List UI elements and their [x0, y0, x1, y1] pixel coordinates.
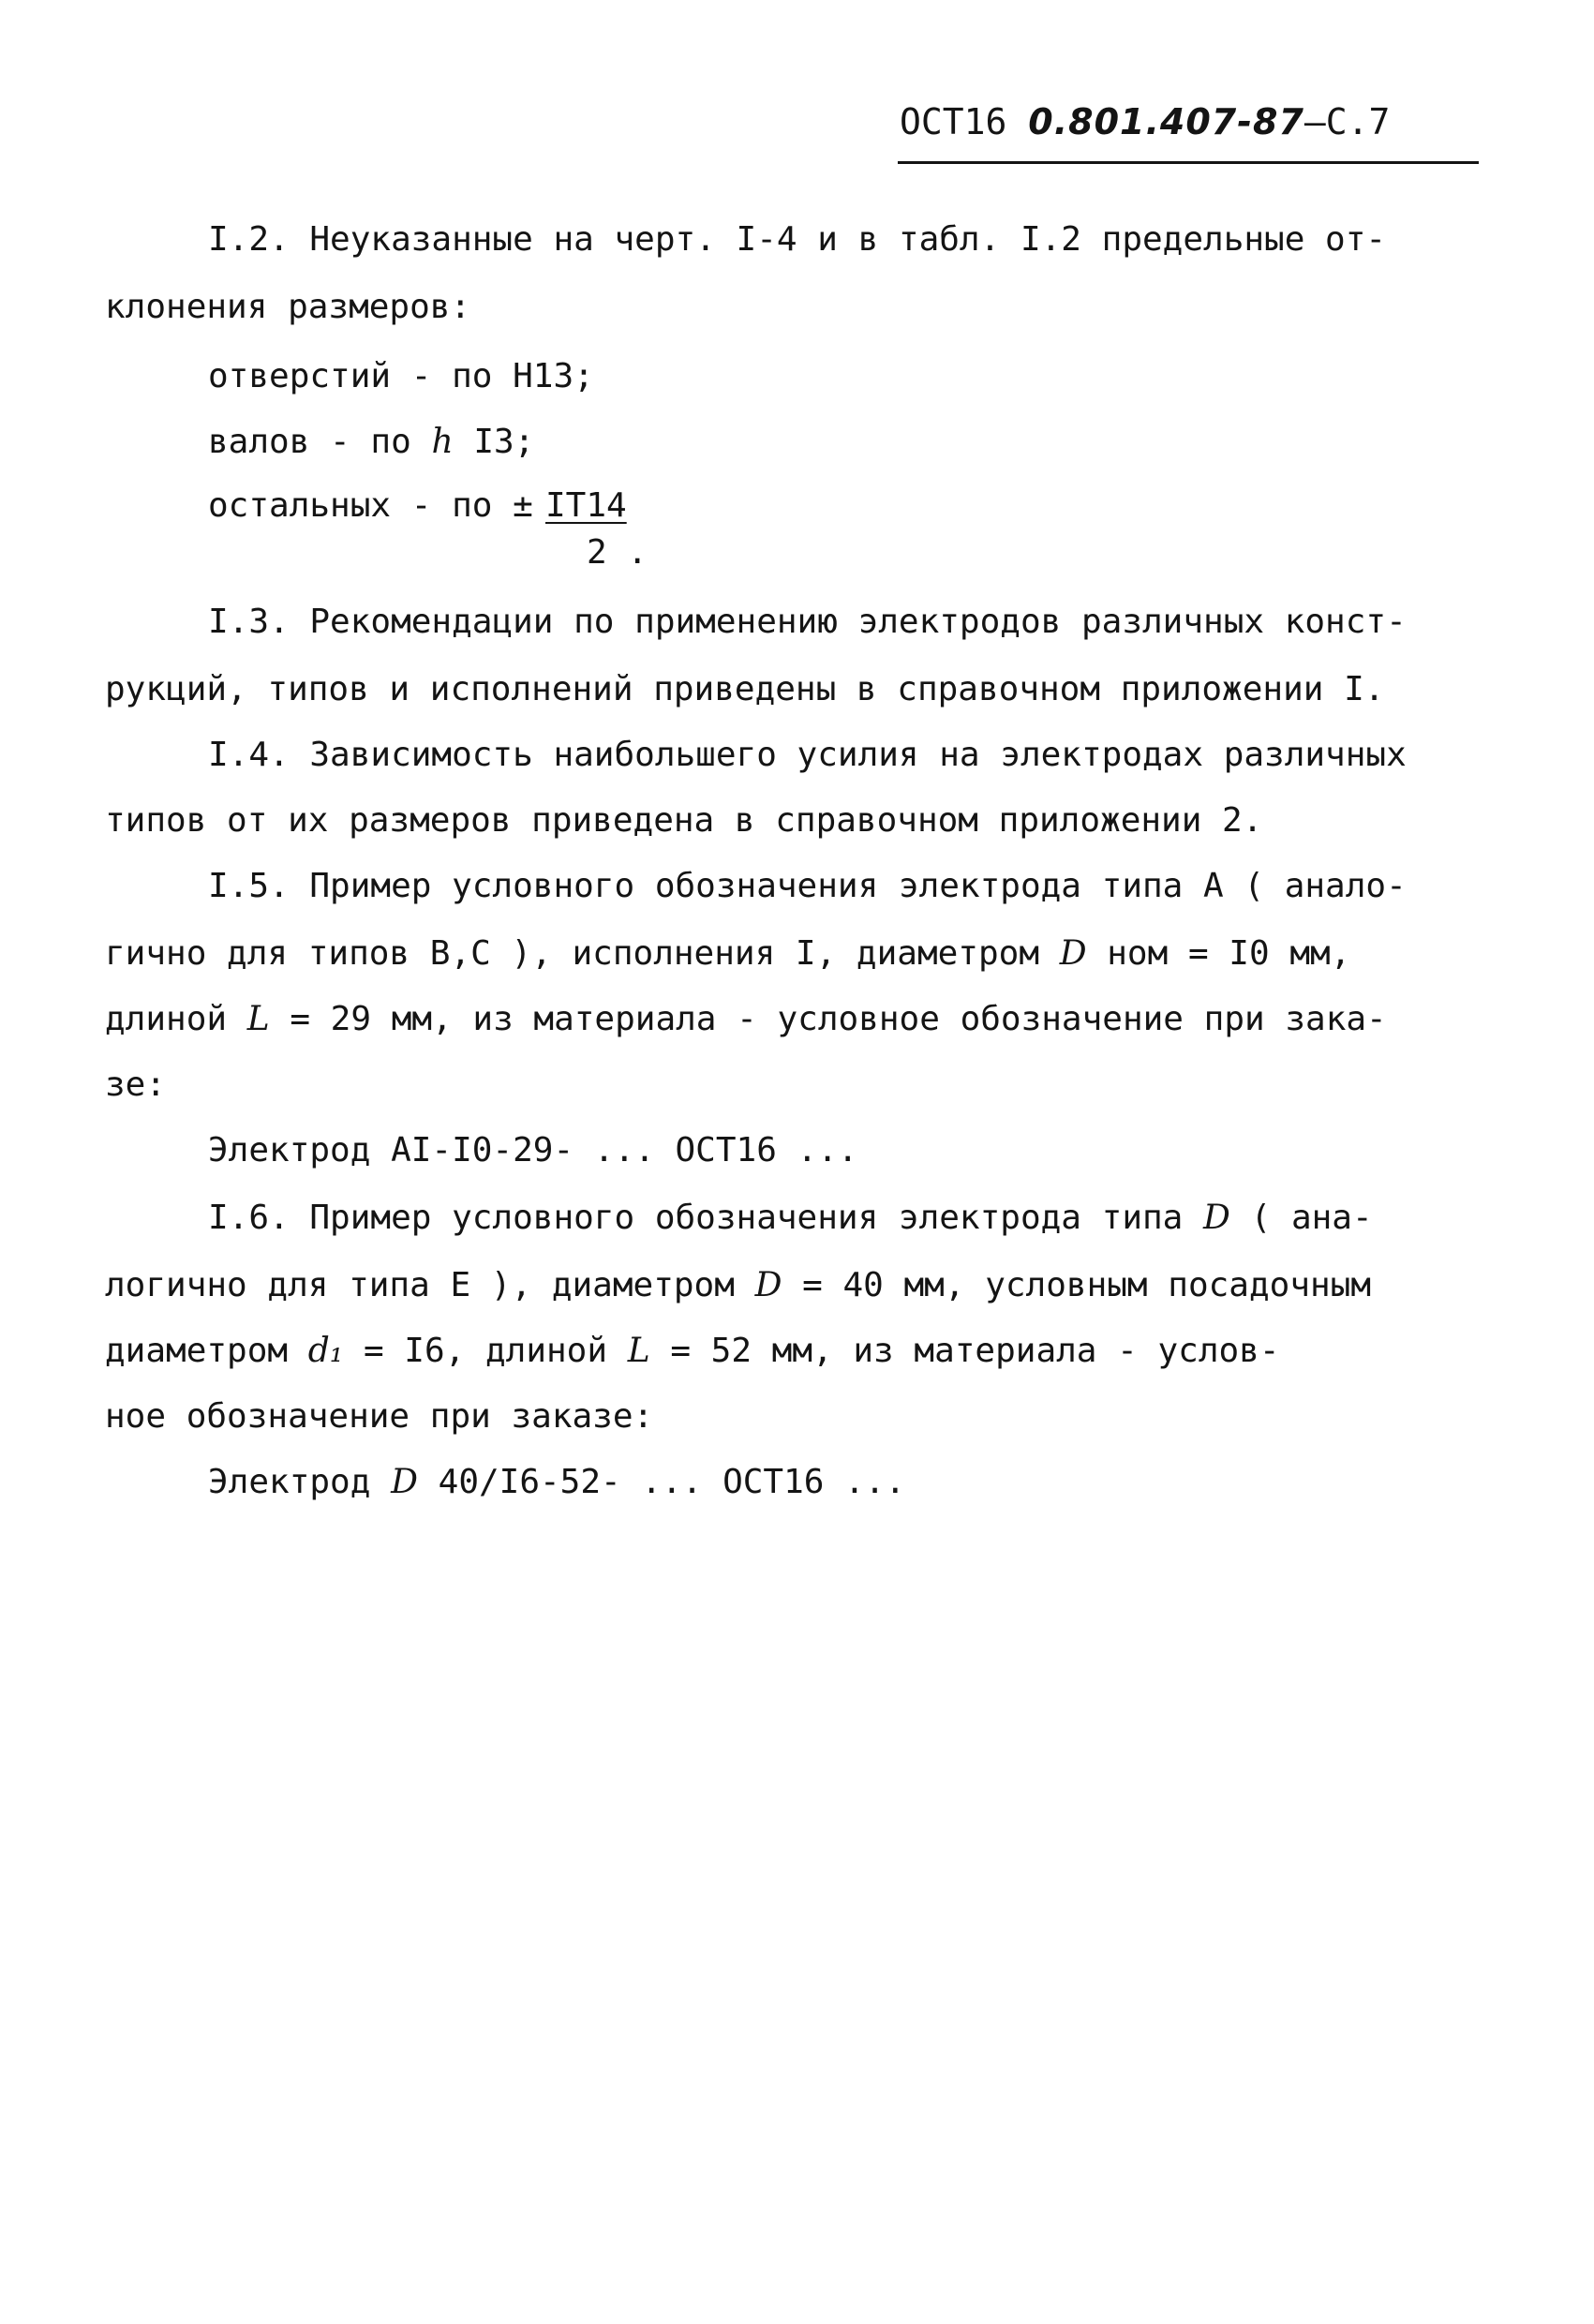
para-1-6-line-3-text-c: = 52 мм, из материала - услов-: [670, 1332, 1280, 1370]
para-1-5-line-1: I.5. Пример условного обозначения электрода типа А ( анало-: [208, 867, 1407, 905]
para-1-5-line-2-text-b: ном = I0 мм,: [1107, 934, 1351, 973]
tolerance-others-denominator: 2 .: [587, 533, 648, 572]
para-1-6-line-3-text-b: = I6, длиной: [363, 1332, 608, 1370]
para-1-6-line-3: [105, 1333, 1280, 1370]
para-1-6-seat-diameter-symbol: d₁: [307, 1332, 344, 1370]
para-1-5-line-2: [105, 935, 1350, 973]
document-header: [900, 101, 1390, 142]
para-1-6-line-1-text-a: I.6. Пример условного обозначения электрода типа: [208, 1199, 1184, 1237]
tolerance-holes: отверстий - по Н13;: [208, 357, 594, 395]
tolerance-others-numerator: IT14: [545, 486, 627, 525]
para-1-6-example: [208, 1464, 905, 1501]
page-number: –С.7: [1304, 101, 1391, 142]
tolerance-others-prefix: остальных - по ±: [208, 486, 533, 525]
para-1-4-line-1: I.4. Зависимость наибольшего усилия на электродах различных: [208, 736, 1407, 774]
para-1-6-line-1-text-b: ( ана-: [1250, 1199, 1373, 1237]
para-1-6-line-2: [105, 1267, 1371, 1304]
para-1-4-line-2: типов от их размеров приведена в справочном приложении 2.: [105, 801, 1263, 840]
para-1-5-line-3: [105, 1001, 1387, 1038]
para-1-6-line-2-text-a: логично для типа Е ), диаметром: [105, 1266, 735, 1304]
header-underline: [898, 161, 1479, 164]
para-1-6-line-4: ное обозначение при заказе:: [105, 1397, 654, 1436]
tolerance-shafts: [208, 424, 534, 461]
standard-label: ОСТ16: [900, 101, 1007, 142]
para-1-6-line-3-text-a: диаметром: [105, 1332, 289, 1370]
para-1-5-line-2-text-a: гично для типов В,С ), исполнения I, диаметром: [105, 934, 1039, 973]
para-1-5-length-symbol: L: [246, 1000, 270, 1038]
para-1-5-line-4: зе:: [105, 1065, 167, 1104]
para-1-6-line-2-text-b: = 40 мм, условным посадочным: [802, 1266, 1372, 1304]
tolerance-shafts-symbol: h: [431, 423, 454, 461]
para-1-6-diameter-symbol: D: [754, 1266, 782, 1304]
para-1-6-length-symbol: L: [627, 1332, 650, 1370]
para-1-6-line-1: [208, 1199, 1373, 1237]
document-code: 0.801.407-87: [1028, 101, 1304, 142]
para-1-5-line-3-text-b: = 29 мм, из материала - условное обозначение при зака-: [290, 1000, 1387, 1038]
para-1-2-line-1: I.2. Неуказанные на черт. I-4 и в табл. I.2 предельные от-: [208, 220, 1387, 259]
para-1-6-example-prefix: Электрод: [208, 1463, 371, 1501]
para-1-3-line-1: I.3. Рекомендации по применению электродов различных конст-: [208, 603, 1407, 641]
tolerance-shafts-suffix: I3;: [473, 423, 535, 461]
para-1-5-example: Электрод АI-I0-29- ... ОСТ16 ...: [208, 1131, 858, 1169]
para-1-6-example-suffix: 40/I6-52- ... ОСТ16 ...: [438, 1463, 906, 1501]
para-1-2-line-2: клонения размеров:: [105, 288, 471, 326]
para-1-3-line-2: рукций, типов и исполнений приведены в справочном приложении I.: [105, 670, 1385, 708]
para-1-5-line-3-text-a: длиной: [105, 1000, 228, 1038]
para-1-5-diameter-symbol: D: [1059, 934, 1087, 973]
para-1-6-example-symbol: D: [391, 1463, 418, 1501]
tolerance-shafts-prefix: валов - по: [208, 423, 411, 461]
para-1-6-type-symbol: D: [1203, 1199, 1230, 1237]
